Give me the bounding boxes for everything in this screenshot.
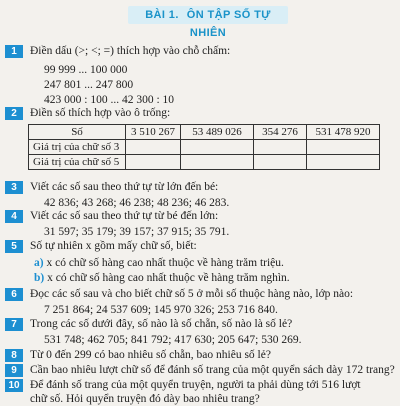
exercise-2-number: 2 [5, 107, 23, 120]
item-label-b: b) [34, 272, 45, 284]
exercise-9-text: Cần bao nhiêu lượt chữ số để đánh số trang của một quyển sách dày 172 trang? [30, 364, 395, 376]
table-row-label: Giá trị của chữ số 5 [29, 155, 126, 170]
exercise-4-text: Viết các số sau theo thứ tự từ bé đến lớn: [30, 210, 219, 222]
table-header-cell: 3 510 267 [126, 125, 181, 140]
exercise-2-text: Điền số thích hợp vào ô trống: [30, 107, 171, 119]
exercise-3-text: Viết các số sau theo thứ tự từ lớn đến bé: [30, 181, 219, 193]
exercise-8-number: 8 [5, 349, 23, 362]
table-row-label: Giá trị của chữ số 3 [29, 140, 126, 155]
table-cell [254, 155, 307, 170]
table-header-row [29, 125, 380, 140]
exercise-6-text: Đọc các số sau và cho biết chữ số 5 ở mỗi số thuộc hàng nào, lớp nào: [30, 288, 354, 300]
exercise-4-number: 4 [5, 210, 23, 223]
exercise-1-line-3: 423 000 : 100 ... 42 300 : 10 [44, 94, 175, 106]
exercise-4-line-1: 31 597; 35 179; 39 157; 37 915; 35 791. [44, 226, 230, 238]
table-cell [307, 140, 380, 155]
exercise-8-text: Từ 0 đến 299 có bao nhiêu số chẵn, bao nhiêu số lẻ? [30, 349, 271, 361]
table-header-cell: 531 478 920 [307, 125, 380, 140]
exercise-10-text: Để đánh số trang của một quyển truyện, người ta phải dùng tới 516 lượt [30, 379, 361, 391]
table-cell [181, 155, 254, 170]
table-header-cell: 354 276 [254, 125, 307, 140]
exercise-1-number: 1 [5, 45, 23, 58]
exercise-1-line-1: 99 999 ... 100 000 [44, 64, 128, 76]
exercise-7-number: 7 [5, 318, 23, 331]
table-row [29, 155, 380, 170]
exercise-3-number: 3 [5, 181, 23, 194]
table-row [29, 140, 380, 155]
item-text-b: x có chữ số hàng cao nhất thuộc về hàng trăm nghìn. [47, 272, 290, 284]
exercise-5-number: 5 [5, 240, 23, 253]
table-cell [126, 140, 181, 155]
exercise-5-item-a [34, 256, 284, 270]
exercise-5-text: Số tự nhiên x gồm mấy chữ số, biết: [30, 240, 197, 252]
exercise-7-text: Trong các số dưới đây, số nào là số chẵn, số nào là số lẻ? [30, 318, 293, 330]
table-cell [181, 140, 254, 155]
table-cell [254, 140, 307, 155]
exercise-7-line-1: 531 748; 462 705; 841 792; 417 630; 205 647; 530 269. [44, 334, 302, 346]
table-header-cell: 53 489 026 [181, 125, 254, 140]
exercise-10-number: 10 [5, 379, 23, 392]
lesson-title [128, 6, 288, 39]
exercise-3-line-1: 42 836; 43 268; 46 238; 48 236; 46 283. [44, 197, 230, 209]
table-cell [126, 155, 181, 170]
item-label-a: a) [34, 257, 44, 269]
place-value-table [28, 124, 380, 170]
exercise-9-number: 9 [5, 364, 23, 377]
lesson-number: BÀI 1. [145, 9, 179, 21]
table-header-cell: Số [29, 125, 126, 140]
lesson-name: ÔN TẬP SỐ TỰ NHIÊN [186, 9, 271, 39]
exercise-5-item-b [34, 271, 290, 285]
exercise-6-line-1: 7 251 864; 24 537 609; 145 970 326; 253 716 840. [44, 304, 278, 316]
exercise-1-line-2: 247 801 ... 247 800 [44, 79, 134, 91]
table-cell [307, 155, 380, 170]
exercise-1-text: Điền dấu (>; <; =) thích hợp vào chỗ chấm: [30, 45, 231, 57]
item-text-a: x có chữ số hàng cao nhất thuộc về hàng trăm triệu. [46, 257, 284, 269]
exercise-10-continuation: chữ số. Hỏi quyển truyện đó dày bao nhiêu trang? [30, 393, 260, 405]
exercise-6-number: 6 [5, 288, 23, 301]
